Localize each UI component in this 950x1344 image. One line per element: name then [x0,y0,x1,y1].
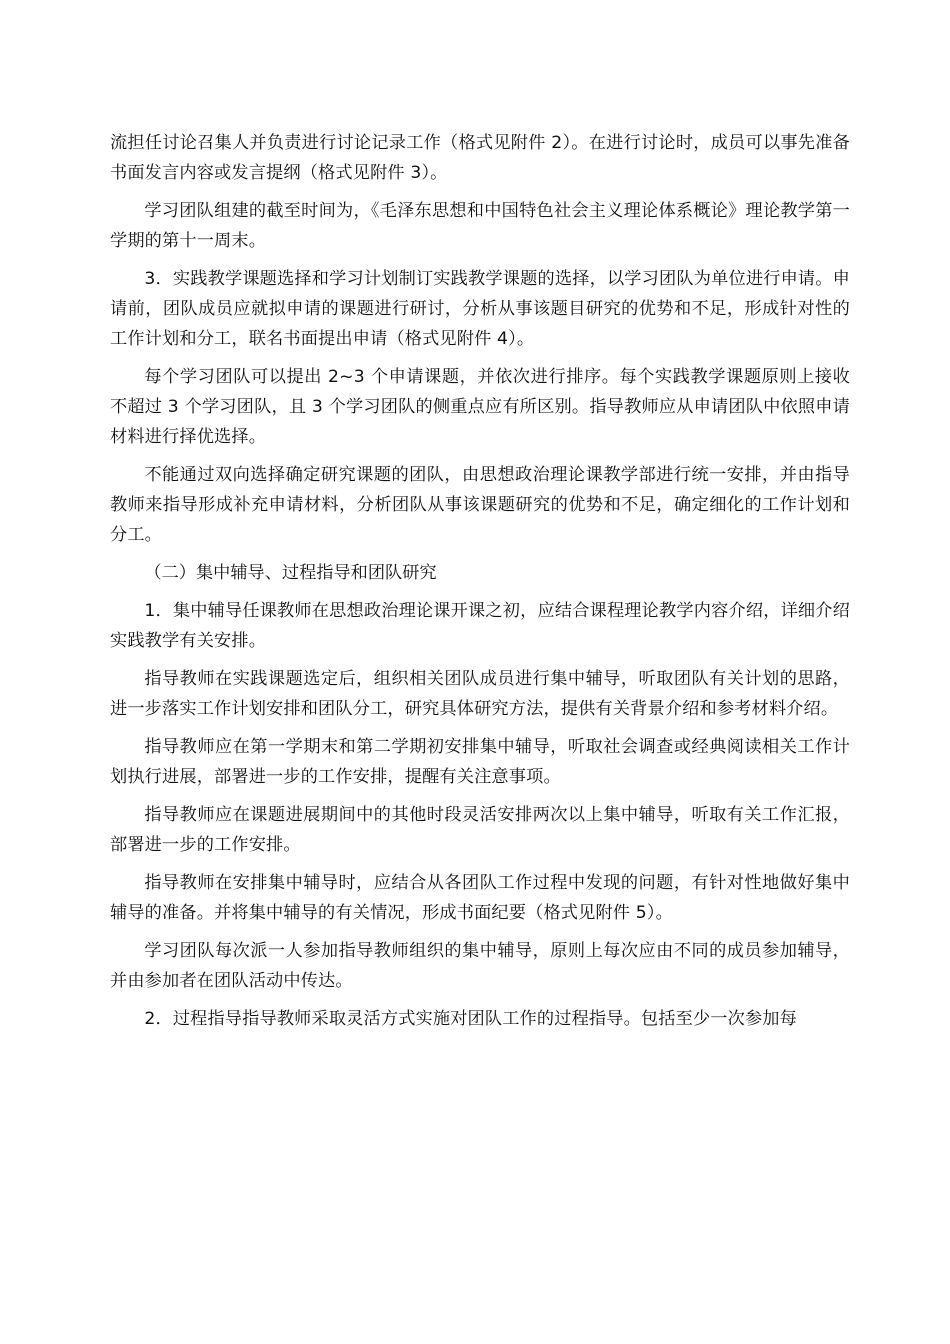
paragraph-centralized-guidance: 1．集中辅导任课教师在思想政治理论课开课之初，应结合课程理论教学内容介绍，详细介绍实践教学有关安排。 [110,601,850,651]
paragraph-post-selection-guidance: 指导教师在实践课题选定后，组织相关团队成员进行集中辅导，听取团队有关计划的思路，进一步落实工作计划安排和团队分工，研究具体研究方法，提供有关背景介绍和参考材料介绍。 [110,669,850,719]
paragraph-application-count: 每个学习团队可以提出 2~3 个申请课题，并依次进行排序。每个实践教学课题原则上接收不超过 3 个学习团队，且 3 个学习团队的侧重点应有所区别。指导教师应从申请团队中依照申请材料进行择优选择。 [110,367,850,447]
paragraph-team-deadline: 学习团队组建的截至时间为，《毛泽东思想和中国特色社会主义理论体系概论》理论教学第一学期的第十一周末。 [110,201,850,251]
document-body [110,128,850,1042]
paragraph-discussion-roles: 流担任讨论召集人并负责进行讨论记录工作（格式见附件 2）。在进行讨论时，成员可以事先准备书面发言内容或发言提纲（格式见附件 3）。 [110,133,850,183]
paragraph-team-attendance: 学习团队每次派一人参加指导教师组织的集中辅导，原则上每次应由不同的成员参加辅导，并由参加者在团队活动中传达。 [110,941,850,991]
paragraph-process-guidance: 2．过程指导指导教师采取灵活方式实施对团队工作的过程指导。包括至少一次参加每 [144,1009,797,1029]
paragraph-guidance-preparation: 指导教师在安排集中辅导时，应结合从各团队工作过程中发现的问题，有针对性地做好集中辅导的准备。并将集中辅导的有关情况，形成书面纪要（格式见附件 5）。 [110,873,850,923]
paragraph-semester-guidance: 指导教师应在第一学期末和第二学期初安排集中辅导，听取社会调查或经典阅读相关工作计划执行进展，部署进一步的工作安排，提醒有关注意事项。 [110,737,850,787]
paragraph-topic-selection: 3．实践教学课题选择和学习计划制订实践教学课题的选择，以学习团队为单位进行申请。申请前，团队成员应就拟申请的课题进行研讨，分析从事该题目研究的优势和不足，形成针对性的工作计划和分工，联名书面提出申请（格式见附件 4）。 [110,269,850,349]
section-heading-guidance: （二）集中辅导、过程指导和团队研究 [144,563,437,583]
paragraph-unassigned-teams: 不能通过双向选择确定研究课题的团队，由思想政治理论课教学部进行统一安排，并由指导教师来指导形成补充申请材料，分析团队从事该课题研究的优势和不足，确定细化的工作计划和分工。 [110,465,850,545]
paragraph-flexible-guidance: 指导教师应在课题进展期间中的其他时段灵活安排两次以上集中辅导，听取有关工作汇报，部署进一步的工作安排。 [110,805,850,855]
